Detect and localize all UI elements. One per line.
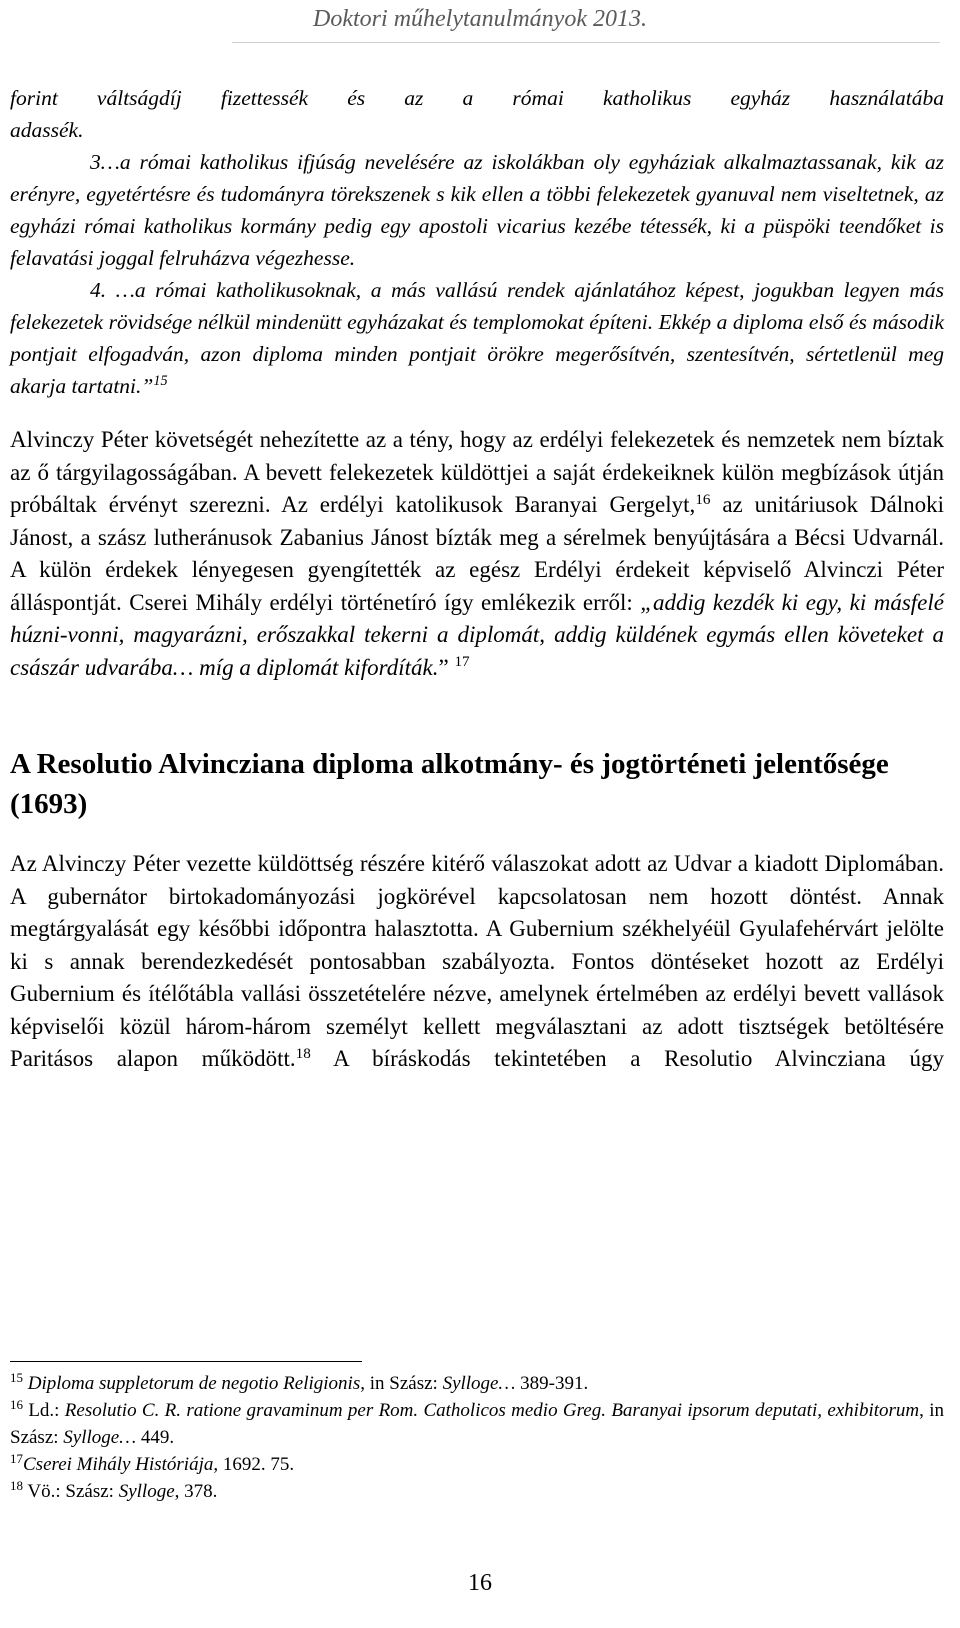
footnote-18 xyxy=(10,1478,944,1505)
footnote-number: 15 xyxy=(10,1369,23,1385)
footnote-ref-16: 16 xyxy=(695,490,711,508)
spacer xyxy=(10,402,944,424)
quote-line-1: forint váltságdíj fizettessék és az a római katholikus egyház használatába xyxy=(10,86,944,110)
paragraph-text-b: az unitáriusok Dálnoki Jánost, a szász lutheránusok Zabanius Jánost bízták meg a sérelmek benyújtására a Bécsi Udvarnál. A külön érdekek lényegesen gyengítették az egész Erdélyi érdekeit képviselő Alvinczi Péter álláspontját. Cserei Mihály erdélyi történetíró így emlékezik erről: xyxy=(10,492,944,615)
footnote-number: 18 xyxy=(10,1477,23,1493)
footnote-text: , 378. xyxy=(174,1481,218,1502)
paragraph-text-a: Az Alvinczy Péter vezette küldöttség részére kitérő válaszokat adott az Udvar a kiadott Diplomában. A gubernátor birtokadományozási jogkörével kapcsolatosan nem hozott döntést. Annak megtárgyalását egy későbbi időpontra halasztotta. A Gubernium székhelyéül Gyulafehérvárt jelölte ki s annak berendezkedését pontosabban szabályozta. Fontos döntéseket hozott az Erdélyi Gubernium és ítélőtábla vallási összetételére nézve, amelynek értelmében az erdélyi bevett vallások képviselői közül három-három személyt kellett megválasztani az adott tisztségek betöltésére Paritásos alapon működött. xyxy=(10,851,944,1071)
footnote-title: Cserei Mihály Históriája xyxy=(23,1454,214,1475)
spacer xyxy=(10,684,944,744)
quote-line-2: adassék. xyxy=(10,118,84,142)
quote-item-4 xyxy=(10,274,944,402)
footnote-ref-17: 17 xyxy=(454,653,470,671)
footnote-ref-15: 15 xyxy=(153,373,168,390)
quote-item-3: 3…a római katholikus ifjúság nevelésére az iskolákban oly egyháziak alkalmaztassanak, kik az erényre, egyetértésre és tudományra törekszenek s kik ellen a többi felekezetek gyanuval nem viseltetnek, az egyházi római katholikus kormány pedig egy apostoli vicarius kezébe tétessék, ki a püspöki teendőket is felavatási joggal felruházva végezhesse. xyxy=(10,150,944,270)
footnote-15 xyxy=(10,1370,944,1397)
footnote-title: Diploma suppletorum de negotio Religionis xyxy=(27,1373,361,1394)
paragraph-resolutio xyxy=(10,848,944,1076)
header-rule xyxy=(232,42,940,43)
footnote-pages: 389-391. xyxy=(515,1373,589,1394)
footnote-number: 16 xyxy=(10,1396,23,1412)
footnote-text: , 1692. 75. xyxy=(213,1454,295,1475)
quote-close: ” xyxy=(438,654,449,680)
quote-item-4-text: 4. …a római katholikusoknak, a más vallású rendek ajánlatához képest, jogukban legyen más felekezetek rövidsége nélkül mindenütt egyházakat és templomokat építeni. Ekkép a diploma első és második pontjait elfogadván, azon diploma minden pontjait örökre megerősítvén, szentesítvén, sértetlenül meg akarja tartatni.” xyxy=(10,278,944,398)
footnote-text: Ld.: xyxy=(23,1400,65,1421)
footnote-text: , in Szász: xyxy=(360,1373,443,1394)
running-header: Doktori műhelytanulmányok 2013. xyxy=(313,6,647,32)
footnote-title: Sylloge xyxy=(118,1481,175,1502)
spacer xyxy=(10,824,944,848)
footnote-text: Vö.: Szász: xyxy=(23,1481,119,1502)
footnote-title: Resolutio C. R. ratione gravaminum per Rom. Catholicos medio Greg. Baranyai ipsorum deputati, exhibitorum xyxy=(64,1400,920,1421)
footnote-16 xyxy=(10,1397,944,1451)
paragraph-text-b: A bíráskodás tekintetében a Resolutio Alvincziana úgy xyxy=(310,1046,944,1071)
page-body xyxy=(10,82,944,1076)
footnote-ref-18: 18 xyxy=(295,1044,311,1062)
footnote-text: , in Szász: xyxy=(10,1400,944,1448)
footnote-pages: 449. xyxy=(136,1427,175,1448)
footnote-source: Sylloge… xyxy=(442,1373,516,1394)
section-heading: A Resolutio Alvincziana diploma alkotmány- és jogtörténeti jelentősége (1693) xyxy=(10,748,889,820)
footnote-source: Sylloge… xyxy=(63,1427,137,1448)
footnote-17 xyxy=(10,1451,944,1478)
paragraph-alvinczy xyxy=(10,424,944,684)
footnote-rule xyxy=(10,1361,362,1362)
paragraph-text-a: Alvinczy Péter követségét nehezítette az a tény, hogy az erdélyi felekezetek és nemzetek nem bíztak az ő tárgyilagosságában. A bevett felekezetek küldöttjei a saját érdekeiknek külön megbízások útján próbáltak érvényt szerezni. Az erdélyi katolikusok Baranyai Gergelyt, xyxy=(10,427,944,517)
footnotes xyxy=(10,1370,944,1505)
page-number: 16 xyxy=(468,1570,492,1596)
footnote-number: 17 xyxy=(10,1450,23,1466)
cserei-quote: „addig kezdék ki egy, ki másfelé húzni-vonni, magyarázni, erőszakkal tekerni a diplomát, addig küldének egymás ellen követeket a császár udvarába… míg a diplomát kifordíták. xyxy=(10,589,944,680)
